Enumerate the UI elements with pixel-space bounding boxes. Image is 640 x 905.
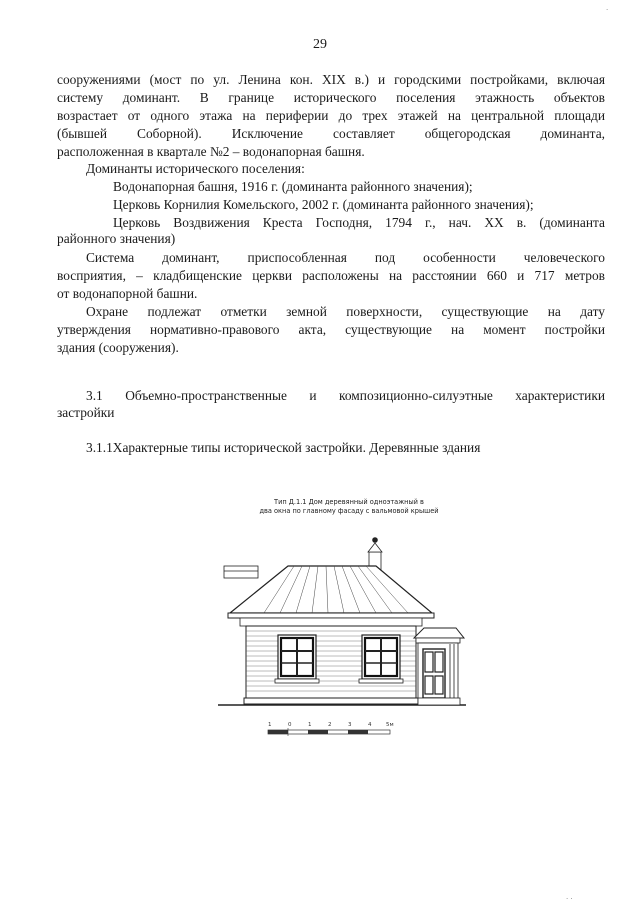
scale-label: 4 [368, 722, 372, 728]
paragraph-line: от водонапорной башни. [57, 286, 198, 301]
page-number: 29 [313, 37, 327, 52]
paragraph-line: возрастает от одного этажа на периферии до трех этажей на центральной площади [57, 108, 605, 123]
porch [414, 628, 464, 705]
dominant-item: Церковь Воздвижения Креста Господня, 1794 г., нач. XX в. (доминанта [113, 215, 605, 230]
paragraph-line: утверждения нормативно-правового акта, существующие на момент постройки [57, 322, 605, 337]
frieze [240, 618, 422, 626]
window-right [359, 635, 403, 683]
scan-speck: · · [566, 895, 573, 903]
house-facade-drawing [218, 518, 478, 714]
dominant-item-cont: районного значения) [57, 231, 176, 246]
dominant-item: Церковь Корнилия Комельского, 2002 г. (доминанта районного значения); [113, 197, 534, 212]
figure-title-line: два окна по главному фасаду с вальмовой крышей [259, 507, 439, 515]
subsection-heading: 3.1.1Характерные типы исторической застройки. Деревянные здания [86, 440, 481, 455]
chimney-left [224, 566, 258, 578]
dominants-heading: Доминанты исторического поселения: [86, 161, 305, 176]
scale-label: 5м [386, 722, 394, 728]
paragraph-line: систему доминант. В границе исторического поселения этажность объектов [57, 90, 605, 105]
section-heading-cont: застройки [57, 405, 115, 420]
scale-label: 1 [268, 722, 272, 728]
plinth [244, 698, 418, 704]
section-heading: 3.1 Объемно-пространственные и композиционно-силуэтные характеристики [86, 388, 605, 403]
paragraph-line: расположенная в квартале №2 – водонапорная башня. [57, 144, 365, 159]
scan-speck: · [606, 6, 609, 14]
paragraph-line: Система доминант, приспособленная под особенности человеческого [86, 250, 605, 265]
paragraph-line: Охране подлежат отметки земной поверхности, существующие на дату [86, 304, 605, 319]
paragraph-line: (бывшей Соборной). Исключение составляет общегородская доминанта, [57, 126, 605, 141]
scale-bar [262, 717, 402, 748]
scale-label: 3 [348, 722, 352, 728]
paragraph-line: здания (сооружения). [57, 340, 179, 355]
scale-label: 2 [328, 722, 332, 728]
scale-label: 1 [308, 722, 312, 728]
paragraph-line: восприятия, – кладбищенские церкви расположены на расстоянии 660 и 717 метров [57, 268, 605, 283]
eave [228, 613, 434, 618]
dominant-item: Водонапорная башня, 1916 г. (доминанта районного значения); [113, 179, 473, 194]
window-left [275, 635, 319, 683]
scale-bar-graphic [262, 717, 402, 743]
figure-title-line: Тип Д.1.1 Дом деревянный одноэтажный в [274, 498, 424, 506]
chimney-cap [368, 543, 382, 552]
scale-label: 0 [288, 722, 292, 728]
chimney-finial [373, 538, 378, 543]
figure-title [224, 498, 474, 516]
paragraph-line: сооружениями (мост по ул. Ленина кон. XIX в.) и городскими постройками, включая [57, 72, 605, 87]
